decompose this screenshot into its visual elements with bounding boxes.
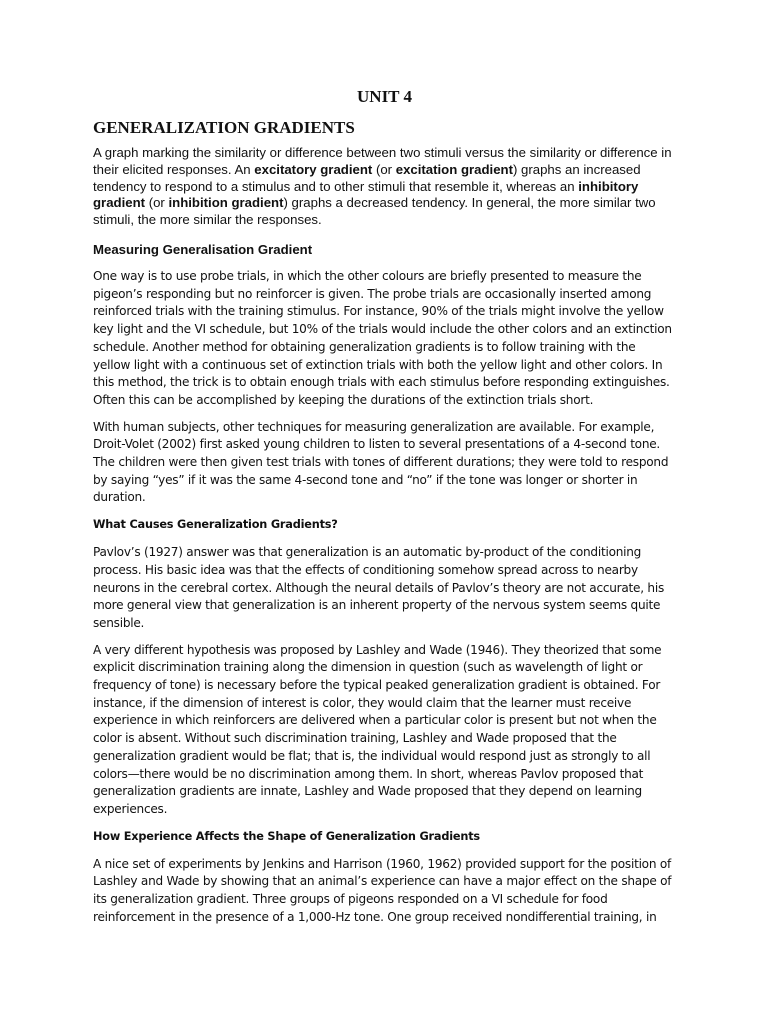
term-inhibitory-gradient: inhibitory gradient	[93, 178, 639, 211]
measuring-heading: Measuring Generalisation Gradient	[93, 241, 313, 257]
experience-paragraph-1: A nice set of experiments by Jenkins and Harrison (1960, 1962) provided support for the position of Lashley and Wade by showing that an animal’s experience can have a major effect on the shape of its generalization gradient. Three groups of pigeons responded on a VI schedule for food reinforcement in the presence of a 1,000-Hz tone. One group received nondifferential training, in	[93, 856, 672, 924]
intro-text-2: (or	[372, 161, 396, 177]
causes-paragraph-2: A very different hypothesis was proposed by Lashley and Wade (1946). They theorized that some explicit discrimination training along the dimension in question (such as wavelength of light or frequency of tone) is necessary before the typical peaked generalization gradient is obtained. For instance, if the dimension of interest is color, they would claim that the learner must receive experience in which reinforcers are delivered when a particular color is present but not when the color is absent. Without such discrimination training, Lashley and Wade proposed that the generalization gradient would be flat; that is, the individual would respond just as strongly to all colors—there would be no discrimination among them. In short, whereas Pavlov proposed that generalization gradients are innate, Lashley and Wade proposed that they depend on learning experiences.	[93, 642, 662, 816]
causes-heading: What Causes Generalization Gradients?	[93, 518, 338, 532]
main-heading: GENERALIZATION GRADIENTS	[93, 118, 355, 137]
term-excitation-gradient: excitation gradient	[395, 161, 513, 177]
causes-paragraph-1: Pavlov’s (1927) answer was that generalization is an automatic by-product of the conditioning process. His basic idea was that the effects of conditioning somehow spread across to nearby neurons in the cerebral cortex. Although the neural details of Pavlov’s theory are not accurate, his more general view that generalization is an inherent property of the nervous system seems quite sensible.	[93, 545, 665, 630]
unit-title: UNIT 4	[357, 87, 412, 106]
measuring-paragraph-1: One way is to use probe trials, in which the other colours are briefly presented to measure the pigeon’s responding but no reinforcer is given. The probe trials are occasionally inserted among reinforced trials with the training stimulus. For instance, 90% of the trials might involve the yellow key light and the VI schedule, but 10% of the trials would include the other colors and an extinction schedule. Another method for obtaining generalization gradients is to follow training with the yellow light with a continuous set of extinction trials with both the yellow light and other colors. In this method, the trick is to obtain enough trials with each stimulus before responding extinguishes. Often this can be accomplished by keeping the durations of the extinction trials short.	[93, 268, 672, 407]
intro-text-3: ) graphs an increased tendency to respond to a stimulus and to other stimuli that resemble it, whereas an	[93, 161, 641, 194]
term-inhibition-gradient: inhibition gradient	[168, 195, 284, 211]
intro-paragraph	[93, 145, 676, 229]
term-excitatory-gradient: excitatory gradient	[254, 161, 373, 177]
intro-text-5: ) graphs a decreased tendency. In general, the more similar two stimuli, the more similar the responses.	[93, 195, 656, 228]
experience-heading: How Experience Affects the Shape of Generalization Gradients	[93, 829, 480, 843]
measuring-paragraph-2: With human subjects, other techniques for measuring generalization are available. For example, Droit-Volet (2002) first asked young children to listen to several presentations of a 4-second tone. The children were then given test trials with tones of different durations; they were told to respond by saying “yes” if it was the same 4-second tone and “no” if the tone was longer or shorter in duration.	[93, 419, 669, 505]
intro-text-4: (or	[145, 195, 169, 211]
intro-text-1: A graph marking the similarity or difference between two stimuli versus the similarity or difference in their elicited responses. An	[93, 145, 672, 177]
